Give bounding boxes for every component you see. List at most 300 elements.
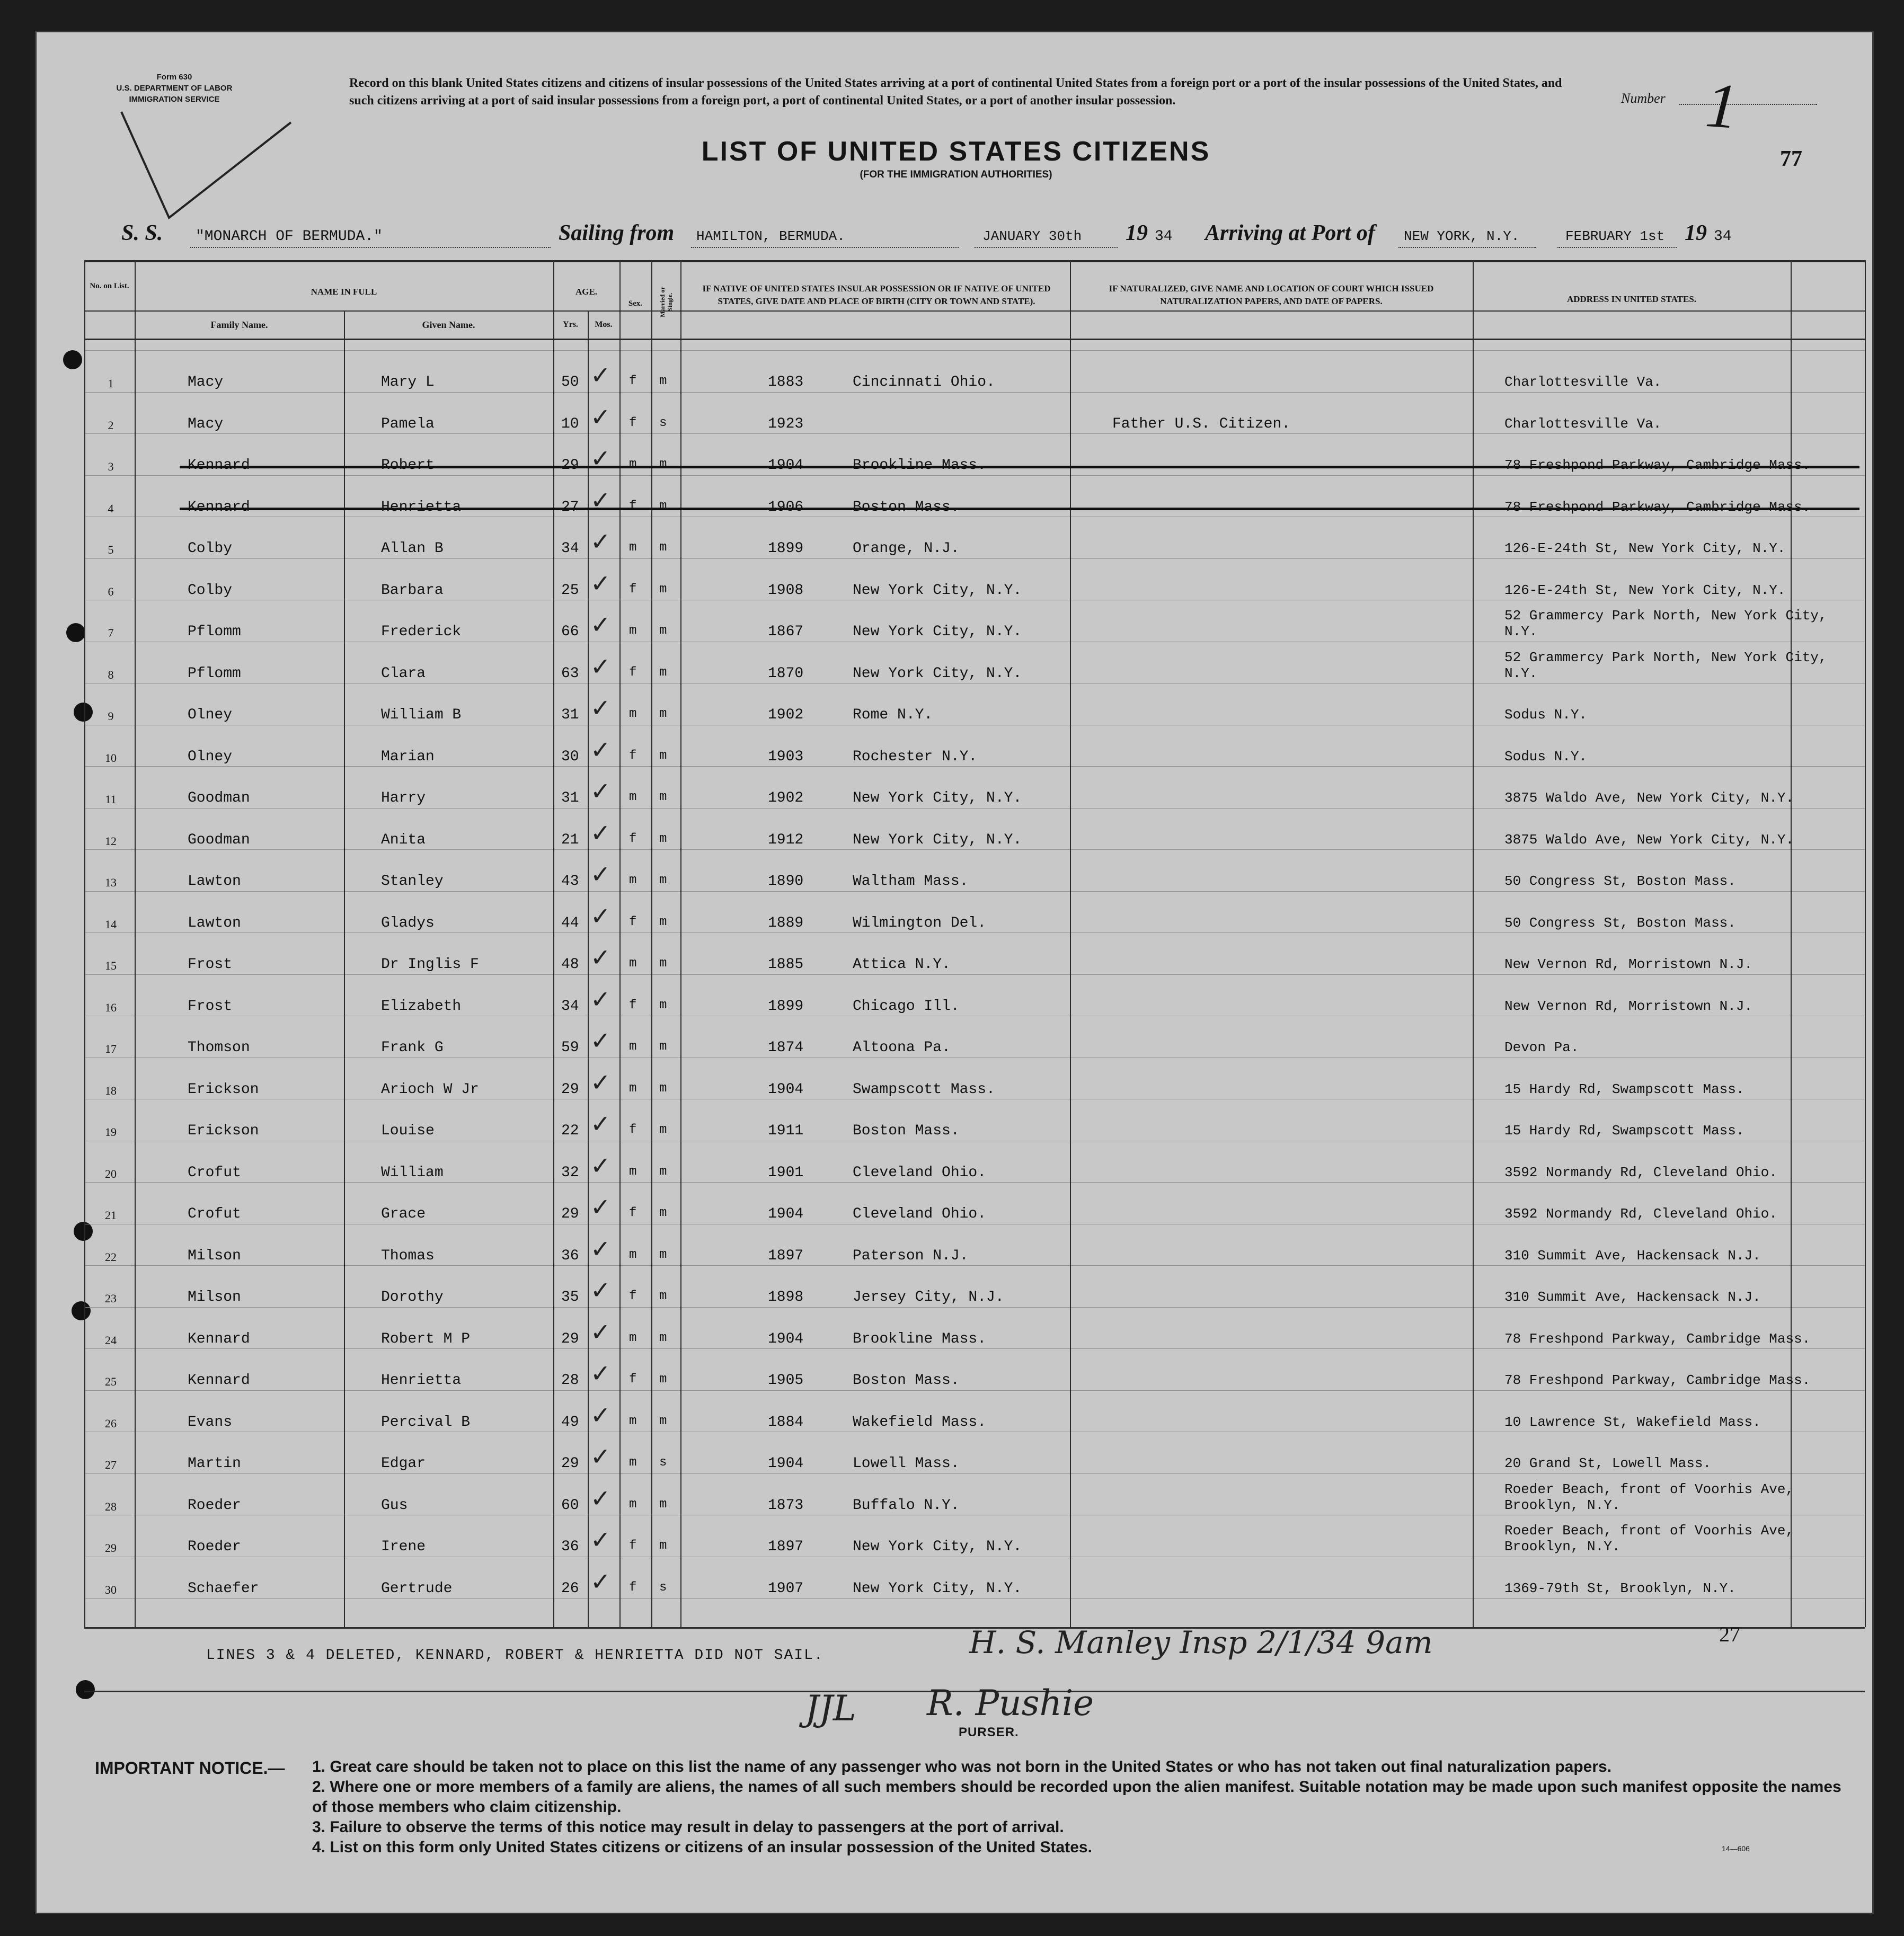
sex: f <box>629 1289 637 1303</box>
given-name: Anita <box>381 831 426 848</box>
age-years: 36 <box>561 1247 579 1264</box>
given-name: Frederick <box>381 624 462 640</box>
birth-place: New York City, N.Y. <box>853 624 1022 640</box>
check-mark: ✓ <box>590 1359 611 1388</box>
sex: m <box>629 1164 637 1179</box>
check-mark: ✓ <box>590 943 611 972</box>
given-name: Arioch W Jr <box>381 1081 479 1098</box>
header-married-single: Married or Single. <box>659 287 674 317</box>
marital-status: m <box>659 790 667 804</box>
age-years: 59 <box>561 1040 579 1056</box>
sex: f <box>629 1539 637 1553</box>
punch-hole <box>74 1222 93 1241</box>
row-number: 27 <box>105 1458 117 1471</box>
check-mark: ✓ <box>590 652 611 681</box>
marital-status: m <box>659 582 667 597</box>
address: 50 Congress St, Boston Mass. <box>1504 873 1736 889</box>
family-name: Macy <box>188 374 224 390</box>
given-name: Gertrude <box>381 1580 453 1597</box>
row-rule <box>84 558 1865 559</box>
age-years: 60 <box>561 1497 579 1514</box>
sailing-from-label: Sailing from <box>559 221 675 245</box>
given-name: Dorothy <box>381 1289 444 1306</box>
row-number: 29 <box>105 1541 117 1555</box>
family-name: Macy <box>188 415 224 432</box>
address: 3875 Waldo Ave, New York City, N.Y. <box>1504 790 1794 806</box>
given-name: Marian <box>381 748 435 765</box>
given-name: Dr Inglis F <box>381 956 479 973</box>
age-years: 29 <box>561 1206 579 1222</box>
notice-heading: IMPORTANT NOTICE.— <box>95 1759 285 1778</box>
age-years: 29 <box>561 457 579 474</box>
check-mark: ✓ <box>590 569 611 598</box>
row-rule <box>84 1307 1865 1308</box>
departure-line <box>691 247 959 248</box>
sex: m <box>629 1247 637 1262</box>
arrival-port-line <box>1398 247 1536 248</box>
birth-place: Waltham Mass. <box>853 873 969 890</box>
marital-status: m <box>659 1539 667 1553</box>
family-name: Milson <box>188 1289 241 1306</box>
birth-place: New York City, N.Y. <box>853 831 1022 848</box>
check-mark: ✓ <box>590 735 611 764</box>
row-number: 26 <box>105 1416 117 1430</box>
birth-place: Attica N.Y. <box>853 956 951 973</box>
row-rule <box>84 1473 1865 1474</box>
marital-status: m <box>659 1372 667 1387</box>
marital-status: m <box>659 374 667 388</box>
birth-year: 1904 <box>768 1330 804 1347</box>
marital-status: m <box>659 1123 667 1137</box>
check-mark: ✓ <box>590 1026 611 1055</box>
purser-label: PURSER. <box>959 1725 1019 1739</box>
sex: f <box>629 415 637 430</box>
col-line-sex <box>651 260 652 1627</box>
address: 310 Summit Ave, Hackensack N.J. <box>1504 1247 1761 1264</box>
header-naturalized: IF NATURALIZED, GIVE NAME AND LOCATION OF COURT WHICH ISSUED NATURALIZATION PAPERS, AND DATE OF PAPERS. <box>1109 283 1434 306</box>
sex: m <box>629 457 637 472</box>
given-name: Gladys <box>381 914 435 931</box>
check-mark: ✓ <box>590 1068 611 1097</box>
address: 78 Freshpond Parkway, Cambridge Mass. <box>1504 499 1811 515</box>
row-number: 11 <box>105 793 117 806</box>
check-mark: ✓ <box>590 901 611 930</box>
given-name: Pamela <box>381 415 435 432</box>
header-mos: Mos. <box>595 320 613 329</box>
address: Sodus N.Y. <box>1504 748 1588 765</box>
row-rule <box>84 891 1865 892</box>
marital-status: m <box>659 1497 667 1512</box>
birth-year: 1884 <box>768 1414 804 1431</box>
address: 3592 Normandy Rd, Cleveland Ohio. <box>1504 1206 1777 1222</box>
check-mark: ✓ <box>590 361 611 389</box>
age-years: 21 <box>561 831 579 848</box>
address: 52 Grammercy Park North, New York City, N.Y. <box>1504 649 1827 681</box>
arrival-date: FEBRUARY 1st <box>1565 228 1665 244</box>
punch-hole <box>74 703 93 722</box>
age-years: 50 <box>561 374 579 390</box>
punch-hole <box>66 623 85 642</box>
check-mark: ✓ <box>590 1525 611 1554</box>
marital-status: m <box>659 1164 667 1179</box>
family-name: Kennard <box>188 1330 250 1347</box>
header-sex: Sex. <box>628 299 643 308</box>
given-name: Edgar <box>381 1455 426 1472</box>
row-number: 4 <box>108 501 114 515</box>
family-name: Thomson <box>188 1040 250 1056</box>
address: 1369-79th St, Brooklyn, N.Y. <box>1504 1580 1736 1596</box>
sex: m <box>629 540 637 555</box>
address: New Vernon Rd, Morristown N.J. <box>1504 998 1753 1014</box>
row-number: 5 <box>108 543 114 556</box>
sex: m <box>629 1497 637 1512</box>
birth-year: 1883 <box>768 374 804 390</box>
row-number: 17 <box>105 1042 117 1055</box>
sex: m <box>629 707 637 721</box>
birth-year: 1867 <box>768 624 804 640</box>
birth-place: New York City, N.Y. <box>853 665 1022 682</box>
birth-place: Cleveland Ohio. <box>853 1206 987 1222</box>
check-mark: ✓ <box>590 777 611 805</box>
age-years: 27 <box>561 499 579 516</box>
birth-year: 1898 <box>768 1289 804 1306</box>
row-rule <box>84 350 1865 351</box>
ship-name: "MONARCH OF BERMUDA." <box>196 228 383 245</box>
birth-place: Paterson N.J. <box>853 1247 969 1264</box>
given-name: Mary L <box>381 374 435 390</box>
birth-place: Cincinnati Ohio. <box>853 374 995 390</box>
departure-port: HAMILTON, BERMUDA. <box>696 228 845 244</box>
given-name: Allan B <box>381 540 444 557</box>
age-years: 29 <box>561 1081 579 1098</box>
header-birth: IF NATIVE OF UNITED STATES INSULAR POSSESSION OR IF NATIVE OF UNITED STATES, GIVE DATE AND PLACE OF BIRTH (CITY OR TOWN AND STATE). <box>702 283 1051 306</box>
sex: f <box>629 374 637 388</box>
col-line-married <box>680 260 681 1627</box>
row-number: 8 <box>108 668 114 681</box>
row-rule <box>84 849 1865 850</box>
birth-year: 1890 <box>768 873 804 890</box>
birth-place: Rochester N.Y. <box>853 748 978 765</box>
marital-status: m <box>659 748 667 763</box>
family-name: Pflomm <box>188 624 241 640</box>
row-number: 28 <box>105 1499 117 1513</box>
header-yrs: Yrs. <box>563 320 578 329</box>
punch-hole <box>72 1301 91 1320</box>
marital-status: m <box>659 1289 667 1303</box>
row-rule <box>84 475 1865 476</box>
marital-status: m <box>659 998 667 1013</box>
row-number: 9 <box>108 709 114 723</box>
ss-label: S. S. <box>121 221 163 245</box>
marital-status: m <box>659 831 667 846</box>
age-years: 29 <box>561 1330 579 1347</box>
address: New Vernon Rd, Morristown N.J. <box>1504 956 1753 972</box>
family-name: Colby <box>188 582 233 599</box>
arrival-year: 34 <box>1714 228 1732 245</box>
age-years: 31 <box>561 790 579 806</box>
family-name: Crofut <box>188 1206 241 1222</box>
row-number: 19 <box>105 1125 117 1139</box>
birth-year: 1902 <box>768 707 804 723</box>
birth-place: New York City, N.Y. <box>853 582 1022 599</box>
check-mark: ✓ <box>590 1317 611 1346</box>
birth-place: Boston Mass. <box>853 499 960 516</box>
birth-place: New York City, N.Y. <box>853 790 1022 806</box>
row-number: 10 <box>105 751 117 765</box>
arriving-label: Arriving at Port of <box>1205 221 1375 245</box>
birth-place: Altoona Pa. <box>853 1040 951 1056</box>
marital-status: m <box>659 1206 667 1220</box>
age-years: 66 <box>561 624 579 640</box>
row-rule <box>84 1390 1865 1391</box>
birth-place: Orange, N.J. <box>853 540 960 557</box>
marital-status: m <box>659 707 667 721</box>
birth-place: Wilmington Del. <box>853 914 987 931</box>
family-name: Kennard <box>188 499 250 516</box>
given-name: William <box>381 1164 444 1181</box>
birth-place: New York City, N.Y. <box>853 1539 1022 1555</box>
notice-item-1: 1. Great care should be taken not to place on this list the name of any passenger who was not born in the United States or who has not taken out final naturalization papers. <box>312 1758 1612 1775</box>
col-line-naturalized <box>1473 260 1474 1627</box>
strike-through <box>180 466 1859 468</box>
birth-year: 1908 <box>768 582 804 599</box>
arrival-date-line <box>1557 247 1677 248</box>
check-mark: ✓ <box>590 1234 611 1263</box>
check-mark: ✓ <box>590 1151 611 1180</box>
address: 50 Congress St, Boston Mass. <box>1504 914 1736 931</box>
sex: m <box>629 1455 637 1470</box>
check-mark: ✓ <box>590 1193 611 1221</box>
family-name: Lawton <box>188 873 241 890</box>
age-years: 10 <box>561 415 579 432</box>
purser-signature: R. Pushie <box>927 1683 1094 1724</box>
sex: f <box>629 914 637 929</box>
sail-date-line <box>975 247 1118 248</box>
sex: f <box>629 1580 637 1595</box>
sex: m <box>629 1414 637 1428</box>
marital-status: m <box>659 499 667 513</box>
marital-status: s <box>659 1580 667 1595</box>
row-number: 2 <box>108 418 114 432</box>
row-number: 6 <box>108 584 114 598</box>
number-value: 1 <box>1703 69 1740 142</box>
age-years: 31 <box>561 707 579 723</box>
marital-status: m <box>659 665 667 680</box>
given-name: Henrietta <box>381 499 462 516</box>
row-rule <box>84 1265 1865 1266</box>
birth-year: 1897 <box>768 1247 804 1264</box>
form-number: Form 630 <box>156 73 192 82</box>
col-line-right <box>1865 260 1866 1627</box>
arrival-port: NEW YORK, N.Y. <box>1404 228 1520 244</box>
row-number: 23 <box>105 1292 117 1305</box>
age-years: 49 <box>561 1414 579 1431</box>
birth-year: 1899 <box>768 540 804 557</box>
family-name: Kennard <box>188 457 250 474</box>
given-name: Barbara <box>381 582 444 599</box>
family-name: Olney <box>188 707 233 723</box>
check-mark: ✓ <box>590 694 611 722</box>
family-name: Crofut <box>188 1164 241 1181</box>
address: Charlottesville Va. <box>1504 374 1662 390</box>
address: Roeder Beach, front of Voorhis Ave, Brooklyn, N.Y. <box>1504 1523 1794 1555</box>
sex: f <box>629 748 637 763</box>
family-name: Evans <box>188 1414 233 1431</box>
age-years: 32 <box>561 1164 579 1181</box>
check-mark: ✓ <box>590 444 611 473</box>
family-name: Erickson <box>188 1123 259 1139</box>
family-name: Milson <box>188 1247 241 1264</box>
family-name: Roeder <box>188 1497 241 1514</box>
address: 10 Lawrence St, Wakefield Mass. <box>1504 1414 1761 1430</box>
punch-hole <box>76 1680 95 1699</box>
sex: m <box>629 624 637 638</box>
sex: m <box>629 873 637 887</box>
given-name: Clara <box>381 665 426 682</box>
col-line-no <box>135 260 136 1627</box>
check-mark: ✓ <box>590 1442 611 1471</box>
birth-year: 1903 <box>768 748 804 765</box>
naturalization: Father U.S. Citizen. <box>1112 415 1291 432</box>
age-years: 44 <box>561 914 579 931</box>
row-number: 25 <box>105 1375 117 1388</box>
sex: m <box>629 1040 637 1054</box>
form-identity <box>95 72 254 105</box>
birth-place: Brookline Mass. <box>853 1330 987 1347</box>
family-name: Roeder <box>188 1539 241 1555</box>
age-years: 63 <box>561 665 579 682</box>
row-number: 22 <box>105 1250 117 1264</box>
check-mark: ✓ <box>590 1567 611 1596</box>
row-rule <box>84 1182 1865 1183</box>
arrival-year-prefix: 19 <box>1685 221 1707 245</box>
check-mark: ✓ <box>590 610 611 639</box>
family-name: Kennard <box>188 1372 250 1389</box>
inspector-initials: JJL <box>805 1688 856 1729</box>
address: 126-E-24th St, New York City, N.Y. <box>1504 582 1786 598</box>
table-top-border <box>84 260 1865 262</box>
marital-status: m <box>659 1330 667 1345</box>
sex: f <box>629 1206 637 1220</box>
check-mark: ✓ <box>590 818 611 847</box>
check-mark: ✓ <box>590 1276 611 1304</box>
age-years: 43 <box>561 873 579 890</box>
given-name: Irene <box>381 1539 426 1555</box>
marital-status: m <box>659 1414 667 1428</box>
marital-status: m <box>659 624 667 638</box>
age-years: 28 <box>561 1372 579 1389</box>
row-rule <box>84 974 1865 975</box>
birth-year: 1904 <box>768 1206 804 1222</box>
birth-place: Boston Mass. <box>853 1123 960 1139</box>
sex: f <box>629 831 637 846</box>
birth-year: 1885 <box>768 956 804 973</box>
age-years: 34 <box>561 540 579 557</box>
marital-status: s <box>659 1455 667 1470</box>
family-name: Erickson <box>188 1081 259 1098</box>
sail-year-prefix: 19 <box>1126 221 1148 245</box>
row-rule <box>84 392 1865 393</box>
family-name: Pflomm <box>188 665 241 682</box>
row-number: 24 <box>105 1333 117 1347</box>
col-line-left <box>84 260 85 1627</box>
header-given-name: Given Name. <box>422 319 475 330</box>
sex: f <box>629 665 637 680</box>
birth-year: 1905 <box>768 1372 804 1389</box>
given-name: Robert <box>381 457 435 474</box>
marital-status: m <box>659 540 667 555</box>
number-label: Number <box>1621 91 1666 106</box>
birth-year: 1904 <box>768 457 804 474</box>
marital-status: m <box>659 956 667 971</box>
sex: m <box>629 956 637 971</box>
col-line-birth <box>1070 260 1071 1627</box>
family-name: Martin <box>188 1455 241 1472</box>
check-mark: ✓ <box>590 1109 611 1138</box>
given-name: Percival B <box>381 1414 471 1431</box>
given-name: William B <box>381 707 462 723</box>
address: 20 Grand St, Lowell Mass. <box>1504 1455 1712 1471</box>
header-address: ADDRESS IN UNITED STATES. <box>1566 294 1697 304</box>
notice-item-3: 3. Failure to observe the terms of this notice may result in delay to passengers at the port of arrival. <box>312 1818 1064 1836</box>
sex: m <box>629 790 637 804</box>
address: 3592 Normandy Rd, Cleveland Ohio. <box>1504 1164 1777 1180</box>
header-bottom-border <box>84 339 1865 340</box>
service-name: IMMIGRATION SERVICE <box>129 95 220 104</box>
address: 78 Freshpond Parkway, Cambridge Mass. <box>1504 457 1811 473</box>
age-years: 30 <box>561 748 579 765</box>
record-note: Record on this blank United States citizens and citizens of insular possessions of the United States arriving at a port of continental United States from a foreign port or a port of the insular possessions of the United States, and such citizens arriving at a port of said insular possessions from a foreign port, a port of continental United States, or a port of another insular possession. <box>349 76 1562 108</box>
check-mark: ✓ <box>590 984 611 1014</box>
family-name: Frost <box>188 956 233 973</box>
sail-year: 34 <box>1155 228 1173 245</box>
birth-place: Wakefield Mass. <box>853 1414 987 1431</box>
row-number: 30 <box>105 1583 117 1596</box>
family-name: Frost <box>188 998 233 1015</box>
address: Devon Pa. <box>1504 1040 1579 1055</box>
given-name: Elizabeth <box>381 998 462 1015</box>
marital-status: m <box>659 873 667 887</box>
birth-place: Boston Mass. <box>853 1372 960 1389</box>
address: 126-E-24th St, New York City, N.Y. <box>1504 540 1786 556</box>
birth-place: Cleveland Ohio. <box>853 1164 987 1181</box>
birth-year: 1907 <box>768 1580 804 1597</box>
passenger-total: 27 <box>1719 1622 1740 1646</box>
address: Sodus N.Y. <box>1504 707 1588 723</box>
row-number: 18 <box>105 1084 117 1097</box>
notice-item-2: 2. Where one or more members of a family are aliens, the names of all such members should be recorded upon the alien manifest. Suitable notation may be made upon such manifest opposite the names of those members who claim citizenship. <box>312 1778 1841 1816</box>
header-no-on-list: No. on List. <box>90 282 129 290</box>
address: 3875 Waldo Ave, New York City, N.Y. <box>1504 831 1794 848</box>
check-mark: ✓ <box>590 1484 611 1513</box>
sex: f <box>629 582 637 597</box>
given-name: Henrietta <box>381 1372 462 1389</box>
given-name: Grace <box>381 1206 426 1222</box>
given-name: Gus <box>381 1497 408 1514</box>
sail-date: JANUARY 30th <box>982 228 1082 244</box>
birth-place: Rome N.Y. <box>853 707 933 723</box>
birth-place: Lowell Mass. <box>853 1455 960 1472</box>
birth-year: 1904 <box>768 1081 804 1098</box>
row-rule <box>84 1348 1865 1349</box>
marital-status: s <box>659 415 667 430</box>
department-name: U.S. DEPARTMENT OF LABOR <box>116 84 233 93</box>
address: 15 Hardy Rd, Swampscott Mass. <box>1504 1123 1744 1139</box>
page-number: 77 <box>1780 147 1802 171</box>
age-years: 34 <box>561 998 579 1015</box>
row-number: 16 <box>105 1000 117 1014</box>
row-number: 14 <box>105 917 117 931</box>
